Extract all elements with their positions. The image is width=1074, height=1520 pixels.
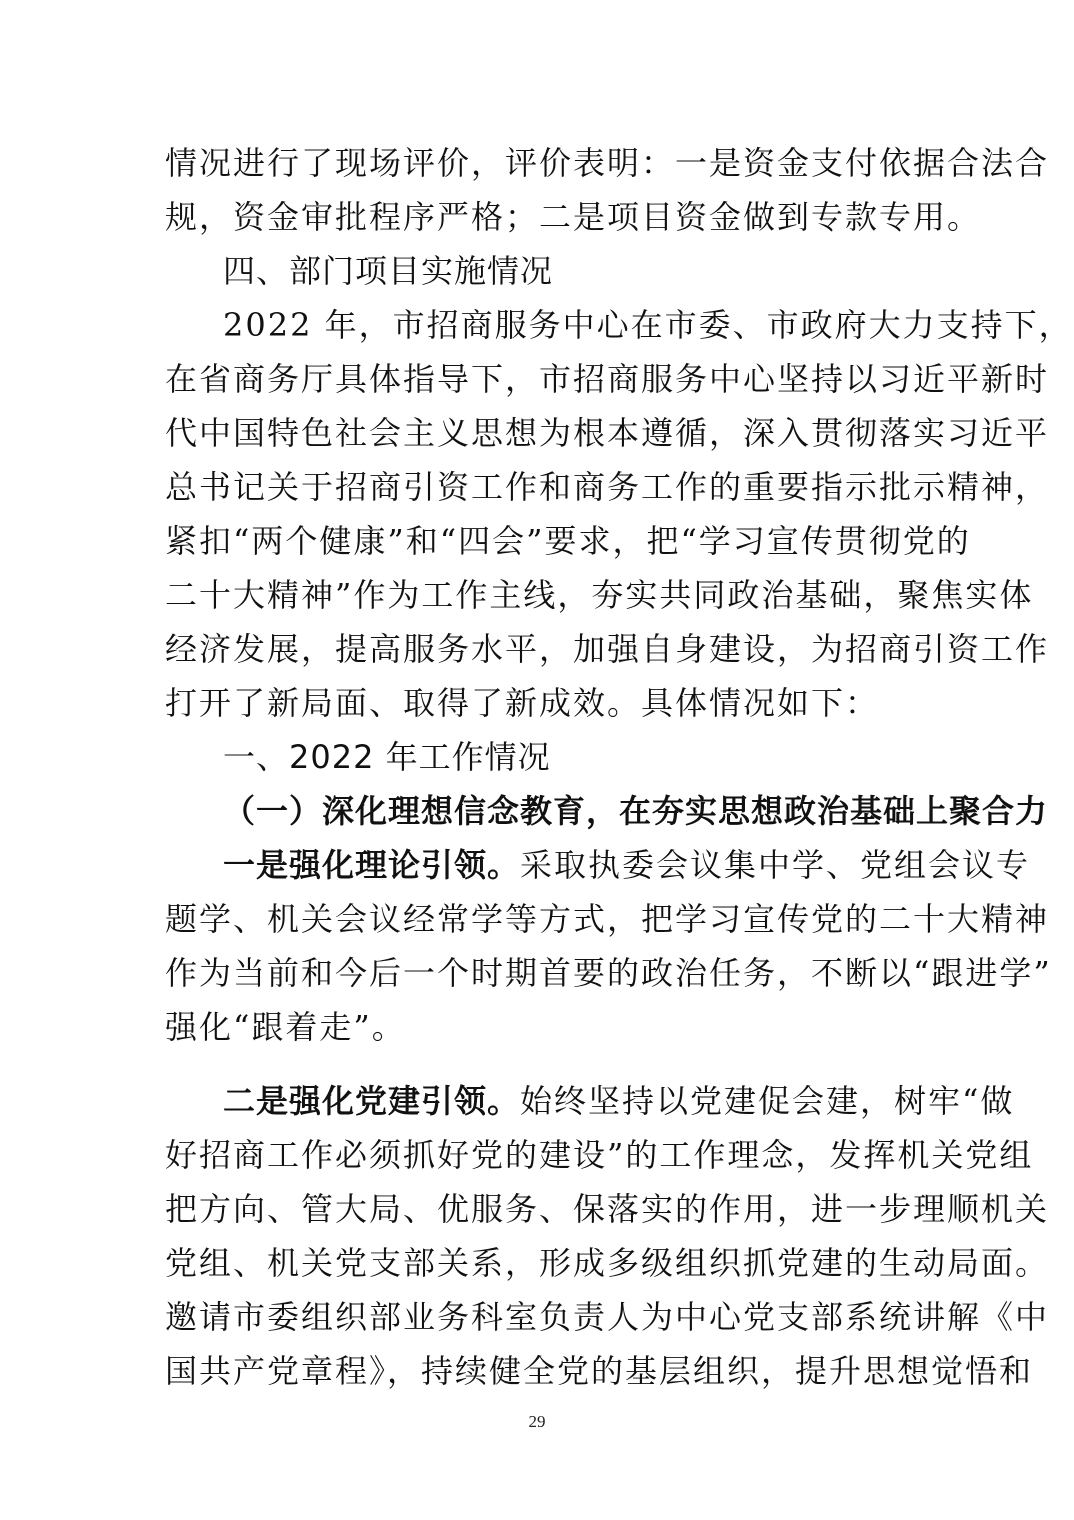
- paragraph-line: 题学、机关会议经常学等方式，把学习宣传党的二十大精神: [165, 900, 1050, 938]
- paragraph-line: [165, 838, 1031, 892]
- paragraph-line: 好招商工作必须抓好党的建设”的工作理念，发挥机关党组: [165, 1136, 1034, 1174]
- section-heading: 四、部门项目实施情况: [223, 252, 554, 290]
- paragraph-line: 二十大精神”作为工作主线，夯实共同政治基础，聚焦实体: [165, 576, 1034, 614]
- paragraph-line: 作为当前和今后一个时期首要的政治任务，不断以“跟进学”: [165, 954, 1052, 992]
- paragraph-line: [165, 1074, 1015, 1128]
- paragraph-text: 采取执委会议集中学、党组会议专: [520, 846, 1031, 884]
- paragraph-spacer: [165, 1054, 913, 1074]
- paragraph-line: 党组、机关党支部关系，形成多级组织抓党建的生动局面。: [165, 1244, 1050, 1282]
- paragraph-line: 强化“跟着走”。: [165, 1008, 406, 1046]
- document-body: [165, 136, 1073, 1398]
- section-heading: 一、2022 年工作情况: [223, 738, 551, 776]
- paragraph-lead: 一是强化理论引领。: [223, 846, 521, 884]
- paragraph-line: 紧扣“两个健康”和“四会”要求，把“学习宣传贯彻党的: [165, 522, 971, 560]
- subsection-heading: （一）深化理想信念教育，在夯实思想政治基础上聚合力: [223, 792, 1049, 830]
- paragraph-line: 情况进行了现场评价，评价表明：一是资金支付依据合法合: [165, 144, 1050, 182]
- paragraph-line: 2022 年，市招商服务中心在市委、市政府大力支持下，: [223, 306, 1073, 344]
- paragraph-line: 总书记关于招商引资工作和商务工作的重要指示批示精神，: [165, 468, 1050, 506]
- paragraph-line: 邀请市委组织部业务科室负责人为中心党支部系统讲解《中: [165, 1298, 1050, 1336]
- paragraph-line: 把方向、管大局、优服务、保落实的作用，进一步理顺机关: [165, 1190, 1050, 1228]
- paragraph-line: 在省商务厅具体指导下，市招商服务中心坚持以习近平新时: [165, 360, 1050, 398]
- paragraph-line: 经济发展，提高服务水平，加强自身建设，为招商引资工作: [165, 630, 1050, 668]
- paragraph-line: 代中国特色社会主义思想为根本遵循，深入贯彻落实习近平: [165, 414, 1050, 452]
- page-number: 29: [528, 1412, 546, 1431]
- paragraph-line: 规，资金审批程序严格；二是项目资金做到专款专用。: [165, 198, 982, 236]
- paragraph-lead: 二是强化党建引领。: [223, 1082, 521, 1120]
- paragraph-line: 国共产党章程》，持续健全党的基层组织，提升思想觉悟和: [165, 1352, 1034, 1390]
- paragraph-text: 始终坚持以党建促会建，树牢“做: [520, 1082, 1015, 1120]
- paragraph-line: 打开了新局面、取得了新成效。具体情况如下：: [165, 684, 880, 722]
